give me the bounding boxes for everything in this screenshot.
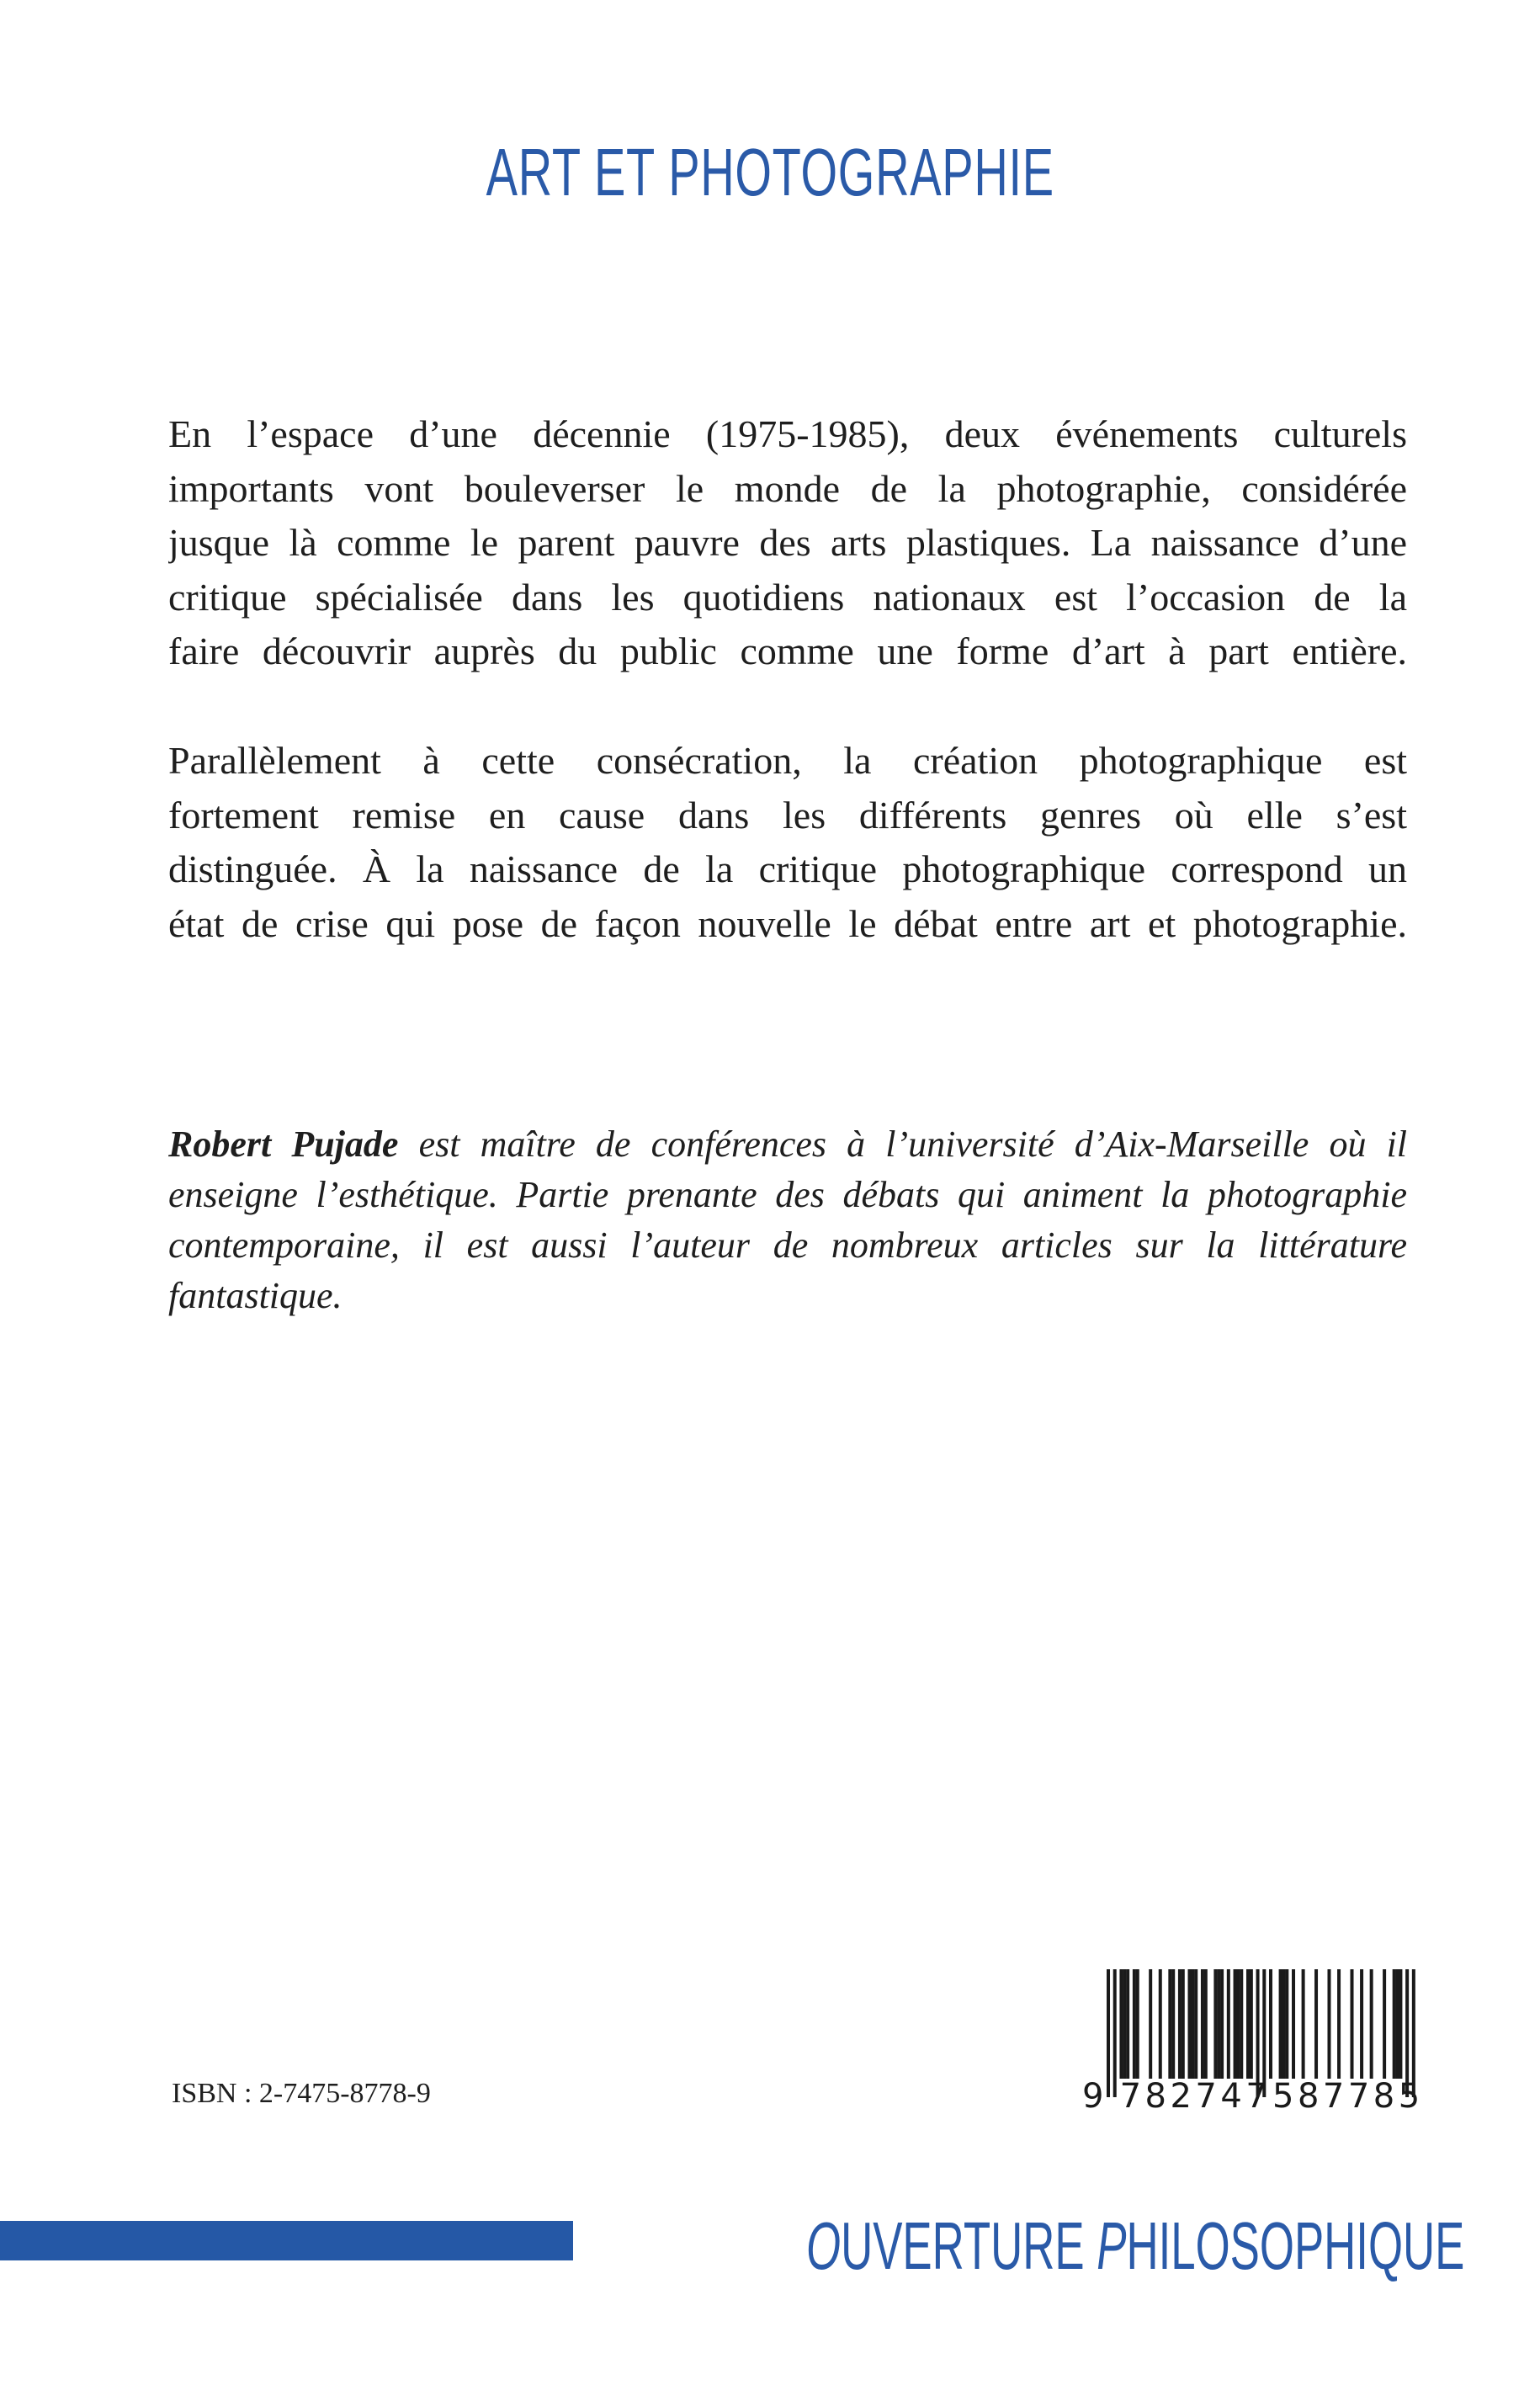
text-line: jusque là comme le parent pauvre des arts plastiques. La naissance d’une xyxy=(168,521,1407,564)
isbn-label: ISBN : 2-7475-8778-9 xyxy=(172,2078,431,2109)
author-bio xyxy=(168,1119,1407,1321)
text-line: Parallèlement à cette consécration, la création photographique est xyxy=(168,739,1407,782)
text-line: En l’espace d’une décennie (1975-1985), deux événements culturels xyxy=(168,412,1407,455)
author-name: Robert Pujade xyxy=(168,1123,399,1165)
blurb-paragraph-2 xyxy=(168,734,1407,951)
text-line: critique spécialisée dans les quotidiens nationaux est l’occasion de la xyxy=(168,575,1407,619)
text-line: importants vont bouleverser le monde de la photographie, considérée xyxy=(168,466,1407,510)
series-word-2: HILOSOPHIQUE xyxy=(1126,2208,1465,2283)
book-title-text: ART ET PHOTOGRAPHIE xyxy=(486,135,1054,210)
text-line: fortement remise en cause dans les différents genres où elle s’est xyxy=(168,793,1407,837)
text-line: faire découvrir auprès du public comme une forme d’art à part entière. xyxy=(168,629,1407,672)
svg-text:9: 9 xyxy=(1082,2077,1107,2116)
svg-text:782747: 782747 xyxy=(1119,2077,1272,2116)
series-initial-p: P xyxy=(1097,2208,1127,2283)
series-name xyxy=(806,2208,1465,2284)
series-accent-bar xyxy=(0,2221,573,2260)
series-word-1: UVERTURE xyxy=(841,2208,1085,2283)
text-line: distinguée. À la naissance de la critique photographique correspond un xyxy=(168,847,1407,890)
series-initial-o: O xyxy=(806,2208,842,2283)
text-line: contemporaine, il est aussi l’auteur de nombreux articles sur la littérature xyxy=(168,1224,1407,1266)
blurb-paragraph-1 xyxy=(168,407,1407,679)
author-bio-first-line xyxy=(168,1119,1407,1170)
text-line: état de crise qui pose de façon nouvelle le débat entre art et photographie. xyxy=(168,901,1407,945)
text-line: fantastique. xyxy=(168,1275,343,1316)
barcode-icon xyxy=(1077,1961,1431,2121)
book-title xyxy=(0,135,1540,210)
author-bio-text: est maître de conférences à l’université d’Aix-Marseille où il xyxy=(418,1123,1407,1165)
isbn-barcode xyxy=(1077,1961,1431,2121)
text-line: enseigne l’esthétique. Partie prenante des débats qui animent la photographie xyxy=(168,1174,1407,1215)
svg-text:587785: 587785 xyxy=(1272,2077,1424,2116)
